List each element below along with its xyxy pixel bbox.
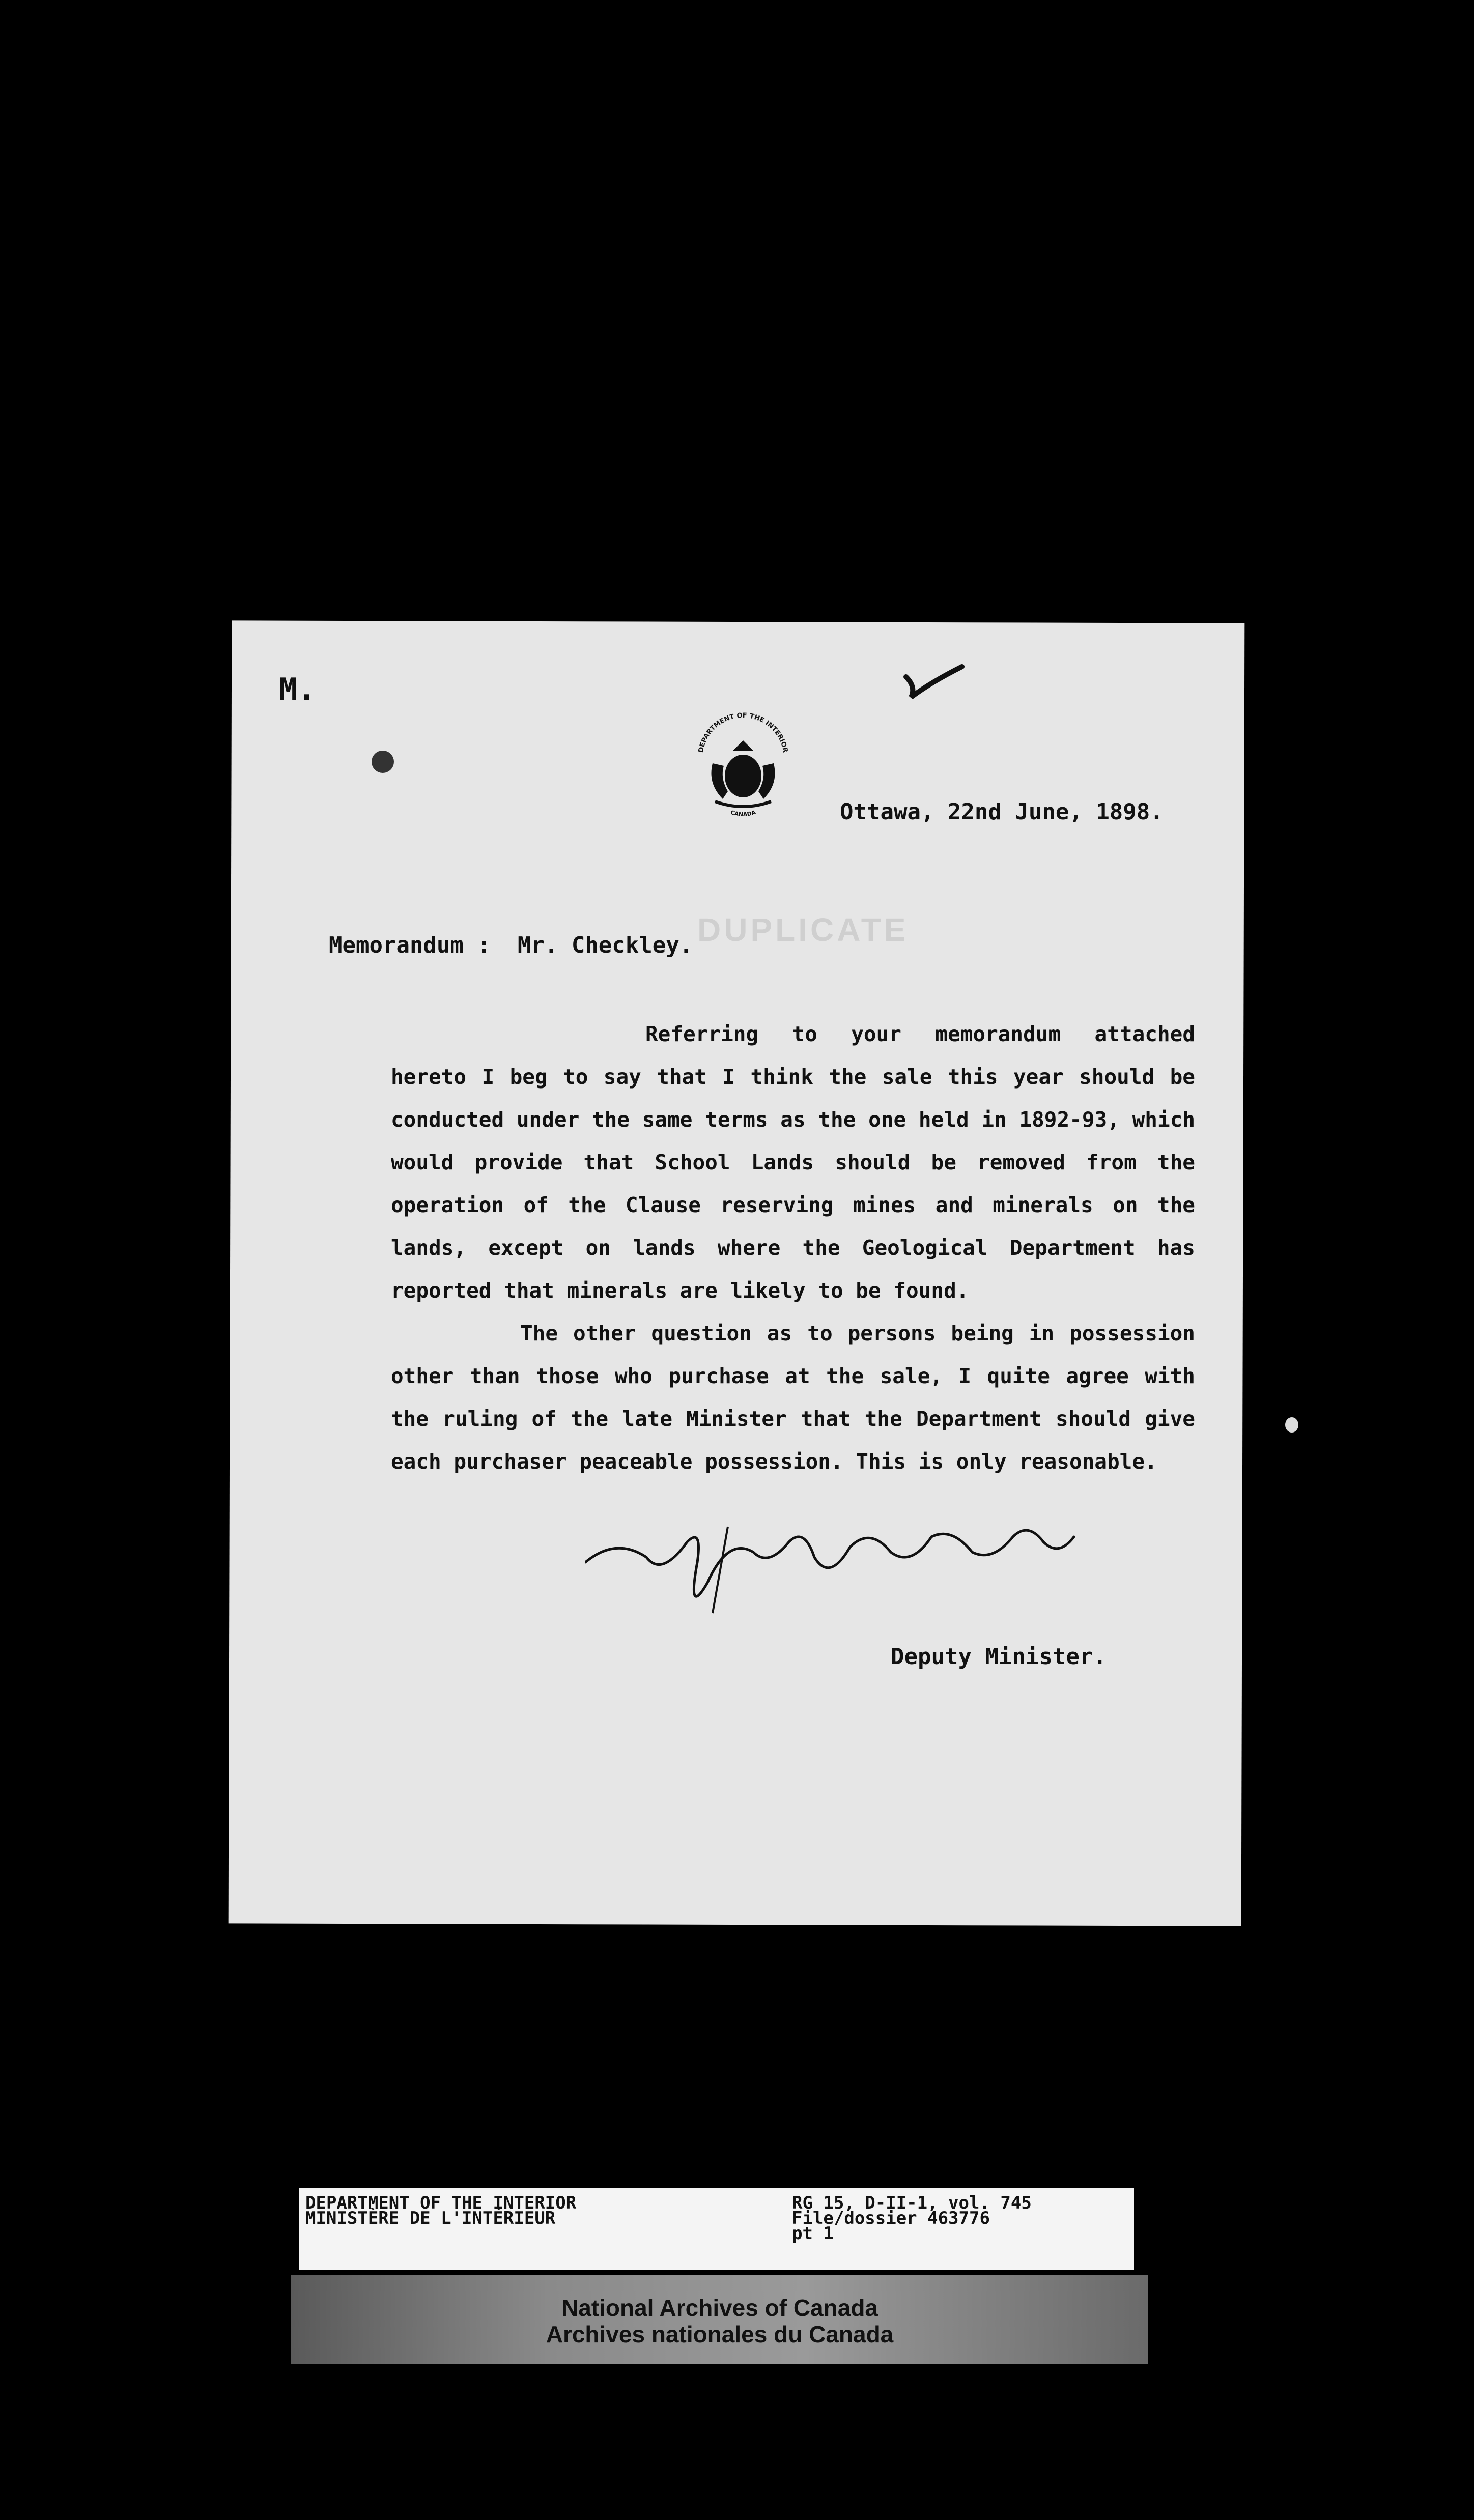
archive-name-fr: Archives nationales du Canada <box>546 2321 894 2347</box>
archive-name-en: National Archives of Canada <box>561 2295 878 2321</box>
punch-hole <box>1285 1417 1298 1433</box>
file-mark: M. <box>279 672 316 707</box>
svg-text:CANADA: CANADA <box>729 809 757 818</box>
paragraph-2: The other question as to persons being in possession other than those who purchase at the sale, I quite agree with the ruling of the late Minister that the Department should give each purchaser peaceable possession. This is only reasonable. <box>391 1321 1195 1474</box>
label-rg: RG 15, D-II-1, vol. 745 <box>792 2193 1032 2213</box>
department-crest-icon <box>692 702 794 824</box>
duplicate-stamp: DUPLICATE <box>697 911 909 948</box>
label-part: pt 1 <box>792 2223 834 2244</box>
ink-blot <box>372 751 394 773</box>
handwritten-signature <box>585 1506 1094 1618</box>
memo-line: Memorandum : Mr. Checkley. <box>329 932 693 958</box>
label-dept-fr: MINISTÈRE DE L'INTÉRIEUR <box>305 2208 556 2228</box>
svg-text:DEPARTMENT OF THE INTERIOR: DEPARTMENT OF THE INTERIOR <box>697 711 789 754</box>
check-mark-icon <box>901 662 967 702</box>
paragraph-1: Referring to your memorandum attached hereto I beg to say that I think the sale this year should be conducted under the same terms as the one held in 1892-93, which would provide that School Lands should be removed from the operation of the Clause reserving mines and minerals on the lands, except on lands where the Geological Department has reported that minerals are likely to be found. <box>391 1022 1195 1303</box>
file-label <box>299 2188 1134 2270</box>
archive-banner <box>291 2275 1148 2364</box>
date-line: Ottawa, 22nd June, 1898. <box>840 799 1164 825</box>
label-dept-en: DEPARTMENT OF THE INTERIOR <box>305 2193 577 2213</box>
label-file: File/dossier 463776 <box>792 2208 990 2228</box>
signature-title: Deputy Minister. <box>891 1644 1107 1670</box>
letter-body <box>391 1013 1195 1483</box>
